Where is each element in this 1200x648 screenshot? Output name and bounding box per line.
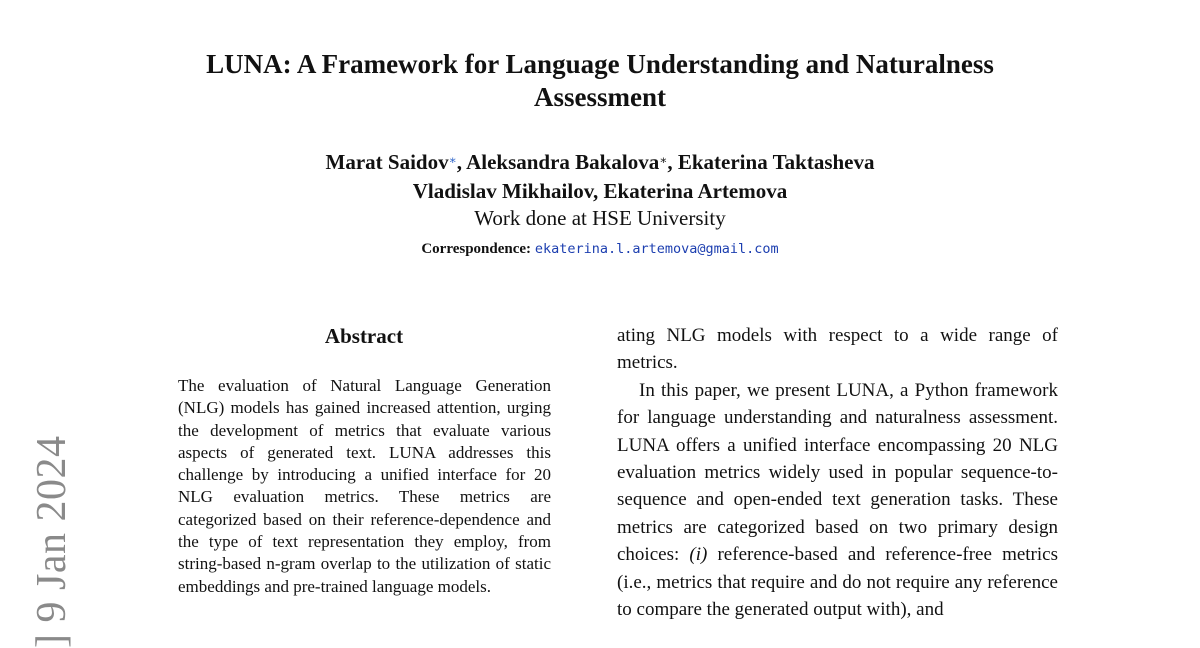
author-line-2: [150, 177, 1050, 206]
paragraph-text: In this paper, we present LUNA, a Python framework for language understanding and naturalness assessment. LUNA offers a unified interface encompassing 20 NLG evaluation metrics widely used in popular sequence-to-sequence and open-ended text generation tasks. These metrics are categorized based on two primary design choices:: [617, 379, 1058, 566]
affiliation: Work done at HSE University: [474, 206, 726, 230]
equal-contribution-mark: ∗: [659, 153, 668, 167]
author-separator: ,: [593, 179, 604, 203]
right-paragraph-2: [617, 377, 1058, 624]
abstract-heading: Abstract: [324, 324, 404, 348]
author-name: Aleksandra Bakalova: [466, 150, 660, 174]
abstract-body: The evaluation of Natural Language Generation (NLG) models has gained increased attention, urging the development of metrics that evaluate various aspects of generated text. LUNA addresses this challenge by introducing a unified interface for 20 NLG evaluation metrics. These metrics are categorized based on their reference-dependence and the type of text representation they employ, from string-based n-gram overlap to the utilization of static embeddings and pre-trained language models.: [178, 376, 551, 596]
paragraph-text: reference-based and reference-free metrics (i.e., metrics that require and do not require any reference to compare the generated output with), and: [617, 544, 1058, 621]
correspondence: [150, 238, 1050, 260]
arxiv-side-stamp: ] 9 Jan 2024: [29, 435, 75, 648]
correspondence-label: Correspondence:: [421, 241, 532, 257]
correspondence-email-link[interactable]: ekaterina.l.artemova@gmail.com: [534, 241, 779, 257]
right-column: [617, 322, 1058, 623]
author-name: Ekaterina Artemova: [603, 179, 788, 203]
equal-contribution-mark[interactable]: ∗: [448, 153, 457, 167]
paper-title: LUNA: A Framework for Language Understanding and Naturalness Assessment: [206, 49, 994, 112]
list-marker: (i): [689, 544, 708, 566]
author-separator: ,: [667, 150, 678, 174]
author-list: [150, 148, 1050, 206]
author-separator: ,: [456, 150, 467, 174]
author-name: Vladislav Mikhailov: [412, 179, 594, 203]
author-name: Ekaterina Taktasheva: [677, 150, 875, 174]
author-name: Marat Saidov: [325, 150, 449, 174]
author-line-1: [150, 148, 1050, 177]
right-paragraph-1: ating NLG models with respect to a wide range of metrics.: [617, 325, 1058, 374]
